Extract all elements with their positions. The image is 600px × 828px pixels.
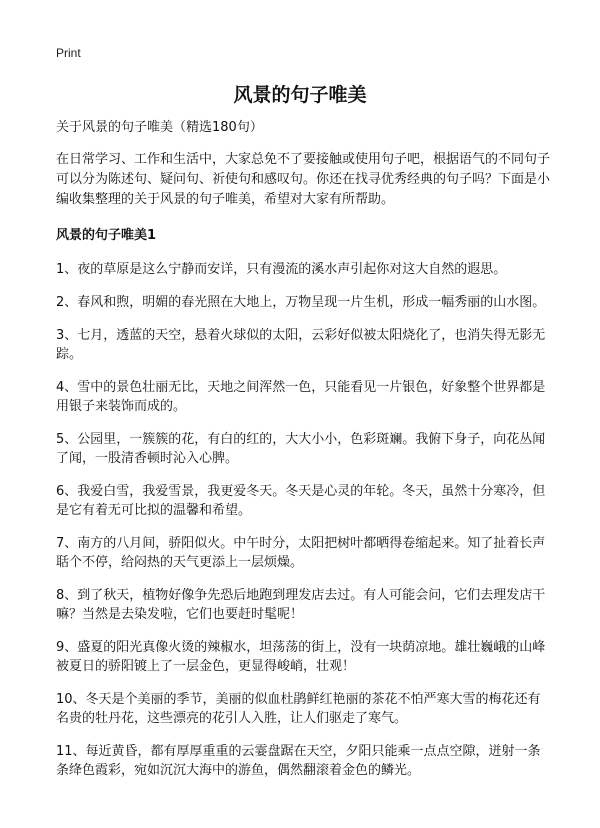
- print-link[interactable]: Print: [56, 46, 81, 60]
- intro-paragraph: 在日常学习、工作和生活中，大家总免不了要接触或使用句子吧，根据语气的不同句子可以分为陈述句、疑问句、祈使句和感叹句。你还在找寻优秀经典的句子吗？下面是小编收集整理的关于风景的句子唯美，希望对大家有所帮助。: [56, 152, 551, 207]
- list-item: 6、我爱白雪，我爱雪景，我更爱冬天。冬天是心灵的年轮。冬天，虽然十分寒冷，但是它有着无可比拟的温馨和希望。: [56, 484, 546, 518]
- list-item: 3、七月，透蓝的天空，悬着火球似的太阳，云彩好似被太阳烧化了，也消失得无影无踪。: [56, 328, 546, 362]
- list-item: 10、冬天是个美丽的季节，美丽的似血杜鹃鲜红艳丽的茶花不怕严寒大雪的梅花还有名贵的牡丹花，这些漂亮的花引人入胜，让人们驱走了寒气。: [56, 692, 541, 726]
- page-title: 风景的句子唯美: [233, 84, 367, 106]
- list-item: 8、到了秋天，植物好像争先恐后地跑到理发店去过。有人可能会问，它们去理发店干嘛？当然是去染发啦，它们也要赶时髦呢！: [56, 588, 546, 622]
- list-item: 7、南方的八月间，骄阳似火。中午时分，太阳把树叶都晒得卷缩起来。知了扯着长声聒个不停，给闷热的天气更添上一层烦燥。: [56, 536, 546, 570]
- list-item: 4、雪中的景色壮丽无比，天地之间浑然一色，只能看见一片银色，好象整个世界都是用银子来装饰而成的。: [56, 380, 546, 414]
- list-item: 5、公园里，一簇簇的花，有白的红的，大大小小，色彩斑斓。我俯下身子，向花丛闻了闻，一股清香顿时沁入心脾。: [56, 432, 546, 466]
- list-item: 2、春风和煦，明媚的春光照在大地上，万物呈现一片生机，形成一幅秀丽的山水图。: [56, 295, 546, 310]
- article-body: [56, 118, 552, 794]
- list-item: 1、夜的草原是这么宁静而安详，只有漫流的溪水声引起你对这大自然的遐思。: [56, 262, 507, 277]
- section-heading: 风景的句子唯美1: [56, 228, 157, 243]
- list-item: 9、盛夏的阳光真像火烫的辣椒水，坦荡荡的街上，没有一块荫凉地。雄壮巍峨的山峰被夏日的骄阳镀上了一层金色，更显得峻峭，壮观！: [56, 640, 546, 674]
- article-subtitle: 关于风景的句子唯美（精选180句）: [56, 120, 263, 135]
- list-item: 11、每近黄昏，都有厚厚重重的云霎盘踞在天空，夕阳只能乘一点点空隙，迸射一条条绛色霞彩，宛如沉沉大海中的游鱼，偶然翻滚着金色的鳞光。: [56, 744, 541, 778]
